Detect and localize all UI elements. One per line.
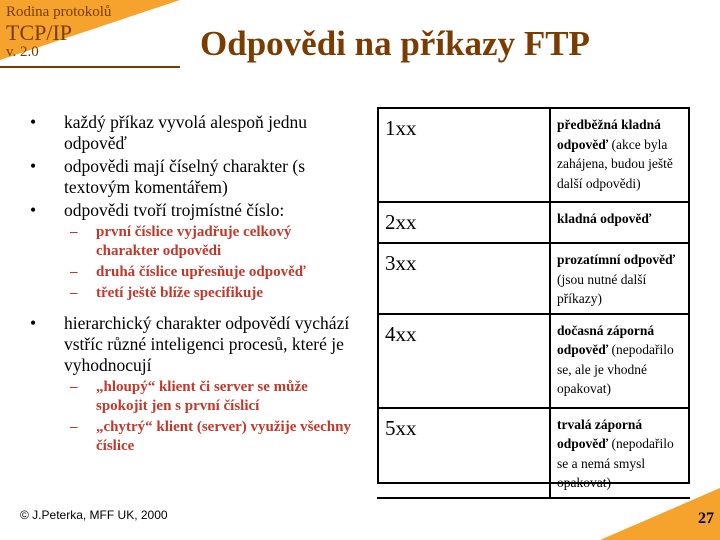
bullet-item (28, 112, 358, 154)
reply-meaning: prozatímní odpověď (557, 252, 676, 267)
table-row (377, 108, 690, 202)
sub-bullet-text: třetí ještě blíže specifikuje (96, 285, 264, 301)
reply-meaning: kladná odpověď (557, 211, 652, 226)
reply-code: 2xx (377, 202, 550, 243)
bullet-text: odpovědi tvoří trojmístné číslo: (64, 200, 285, 220)
sub-bullet-item (28, 223, 358, 261)
bullet-glyph: • (30, 112, 37, 132)
reply-description (550, 408, 690, 498)
bullet-glyph: • (30, 313, 37, 333)
bullet-glyph: • (30, 200, 37, 220)
reply-description (550, 243, 690, 314)
reply-code: 4xx (377, 314, 550, 408)
bullet-text: hierarchický charakter odpovědí vychází vstříc různé inteligenci procesů, které je vyhodnocují (64, 313, 350, 375)
sub-bullet-text: druhá číslice upřesňuje odpověď (96, 264, 306, 280)
table-row (377, 202, 690, 243)
sub-bullet-text: první číslice vyjadřuje celkový charakter odpovědi (96, 224, 292, 259)
reply-description (550, 202, 690, 243)
dash-glyph: – (70, 379, 78, 395)
reply-code: 5xx (377, 408, 550, 498)
sub-bullet-item (28, 263, 358, 282)
header-divider (0, 66, 180, 68)
sub-bullet-text: „chytrý“ klient (server) využije všechny číslice (96, 419, 351, 454)
sub-bullet-item (28, 418, 358, 456)
bullet-text: odpovědi mají číselný charakter (s textovým komentářem) (64, 156, 306, 197)
reply-note: (jsou nutné další příkazy) (557, 271, 647, 306)
dash-glyph: – (70, 285, 78, 301)
slide-title: Odpovědi na příkazy FTP (200, 24, 590, 63)
table-row (377, 243, 690, 314)
bullet-list (28, 112, 358, 458)
dash-glyph: – (70, 264, 78, 280)
reply-description (550, 108, 690, 202)
spacer (28, 305, 358, 313)
reply-note: (nepodařilo se, ale je vhodné opakovat) (557, 342, 674, 396)
dash-glyph: – (70, 224, 78, 240)
sub-bullet-text: „hloupý“ klient či server se může spokojit jen s první číslicí (96, 379, 308, 414)
reply-meaning: předběžná kladná odpověď (557, 117, 661, 152)
bullet-item (28, 313, 358, 376)
reply-code-table (377, 107, 690, 499)
reply-note: (nepodařilo se a nemá smysl opakovat) (557, 436, 674, 490)
reply-meaning: dočasná záporná odpověď (557, 322, 655, 357)
reply-code: 3xx (377, 243, 550, 314)
course-version: v. 2.0 (6, 44, 39, 60)
course-name: Rodina protokolů (6, 4, 112, 20)
reply-code: 1xx (377, 108, 550, 202)
reply-description (550, 314, 690, 408)
dash-glyph: – (70, 419, 78, 435)
bullet-item (28, 200, 358, 221)
reply-note: (akce byla zahájena, budou ještě další odpovědi) (557, 136, 673, 191)
bullet-item (28, 156, 358, 198)
copyright-footer: © J.Peterka, MFF UK, 2000 (20, 508, 168, 522)
sub-bullet-item (28, 284, 358, 303)
course-subtitle: TCP/IP (6, 20, 73, 45)
bullet-text: každý příkaz vyvolá alespoň jednu odpověď (64, 112, 307, 153)
sub-bullet-item (28, 378, 358, 416)
table-row (377, 314, 690, 408)
page-number: 27 (698, 510, 714, 527)
bullet-glyph: • (30, 156, 37, 176)
table-row (377, 408, 690, 498)
reply-meaning: trvalá záporná odpověď (557, 416, 643, 451)
